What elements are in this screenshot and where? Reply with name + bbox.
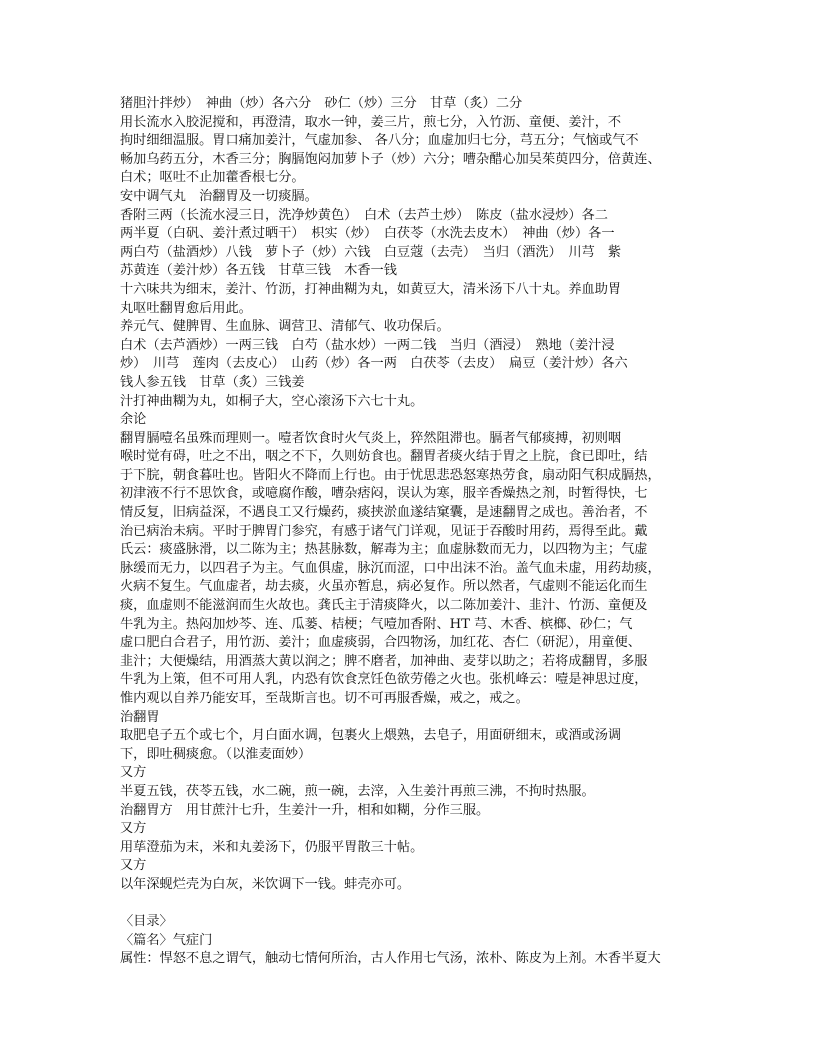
text-line: 用长流水入胶泥搅和，再澄清，取水一钟，姜三片，煎七分，入竹沥、童便、姜汁，不 (120, 114, 622, 130)
text-line: 半夏五钱，茯苓五钱，水二碗，煎一碗，去滓，入生姜汁再煎三沸，不拘时热服。 (120, 783, 595, 799)
text-line: 情反复，旧病益深，不遇良工又行燥药，痰挟淤血遂结窠囊，是速翻胃之成也。善治者，不 (120, 505, 648, 521)
text-line: 汁打神曲糊为丸，如桐子大，空心滚汤下六七十丸。 (120, 393, 424, 409)
text-line: 于下脘，朝食暮吐也。皆阳火不降而上行也。由于忧思悲恐怒寒热劳食，扇动阳气积成膈热， (120, 467, 661, 483)
text-line: 又方 (120, 821, 147, 837)
text-line: 氏云：痰盛脉滑，以二陈为主；热甚脉数，解毒为主；血虚脉数而无力，以四物为主；气虚 (120, 542, 648, 558)
text-line: 香附三两（长流水浸三日，洗净炒黄色） 白术（去芦土炒） 陈皮（盐水浸炒）各二 (120, 207, 608, 223)
blank-line (120, 895, 705, 914)
text-line: 火病不复生。气血虚者，劫去痰，火虽亦暂息，病必复作。所以然者，气虚则不能运化而生 (120, 579, 648, 595)
text-line: 白术（去芦酒炒）一两三钱 白芍（盐水炒）一两二钱 当归（酒浸） 熟地（姜汁浸 (120, 337, 615, 353)
document-page (120, 95, 705, 969)
text-line: 余论 (120, 412, 147, 428)
text-line: 炒） 川芎 莲肉（去皮心） 山药（炒）各一两 白茯苓（去皮） 扁豆（姜汁炒）各六 (120, 356, 628, 372)
text-line: 安中调气丸 治翻胃及一切痰膈。 (120, 188, 318, 204)
text-line: 猪胆汁拌炒） 神曲（炒）各六分 砂仁（炒）三分 甘草（炙）二分 (120, 96, 523, 111)
text-line: 又方 (120, 858, 147, 874)
text-line: 牛乳为上策，但不可用人乳，内恐有饮食烹饪色欲劳倦之火也。张机峰云：噎是神思过度， (120, 672, 648, 688)
text-line: 十六味共为细末，姜汁、竹沥，打神曲糊为丸，如黄豆大，清米汤下八十丸。养血助胃 (120, 281, 622, 297)
text-line: 钱人参五钱 甘草（炙）三钱姜 (120, 374, 305, 390)
text-line: 两白芍（盐酒炒）八钱 萝卜子（炒）六钱 白豆蔻（去壳） 当归（酒洗） 川芎 紫 (120, 244, 622, 260)
text-line: 畅加乌药五分，木香三分；胸膈饱闷加萝卜子（炒）六分；嘈杂醋心加吴茱萸四分，倍黄连、 (120, 151, 661, 167)
text-line: 用荜澄茄为末，米和丸姜汤下，仍服平胃散三十帖。 (120, 839, 424, 855)
text-line: 惟内观以自养乃能安耳，至哉斯言也。切不可再服香燥，戒之，戒之。 (120, 691, 529, 706)
text-line: 虚口肥白合君子，用竹沥、姜汁；血虚痰弱，合四物汤，加红花、杏仁（研泥），用童便、 (120, 635, 641, 651)
text-line: 以年深蚬烂壳为白灰，米饮调下一钱。蚌壳亦可。 (120, 876, 411, 892)
text-line: 治已病治未病。平时于脾胃门参究，有感于诸气门详观，见证于吞酸时用药，焉得至此。戴 (120, 523, 648, 539)
text-line: 牛乳为主。热闷加炒芩、连、瓜蒌、桔梗；气噎加香附、HT 芎、木香、槟榔、砂仁；气 (120, 616, 633, 632)
text-line: 初津液不行不思饮食，或噫腐作酸，嘈杂痞闷，误认为寒，服辛香燥热之剂，时暂得快，七 (120, 486, 648, 502)
text-line: 〈篇名〉气症门 (120, 932, 213, 948)
text-line: 脉缓而无力，以四君子为主。气血俱虚，脉沉而涩，口中出沫不治。盖气血未虚，用药劫痰， (120, 560, 661, 576)
text-line: 丸呕吐翻胃愈后用此。 (120, 300, 252, 316)
text-line: 属性：悍怒不息之谓气，触动七情何所治，古人作用七气汤，浓朴、陈皮为上剂。木香半夏大 (120, 951, 661, 967)
text-line: 韭汁；大便燥结，用酒蒸大黄以润之；脾不磨者，加神曲、麦芽以助之；若将成翻胃，多服 (120, 653, 648, 669)
text-line: 治翻胃 (120, 709, 160, 725)
text-line: 痰，血虚则不能滋润而生火故也。龚氏主于清痰降火，以二陈加姜汁、韭汁、竹沥、童便及 (120, 598, 648, 614)
text-line: 两半夏（白矾、姜汁煮过晒干） 枳实（炒） 白茯苓（水洗去皮木） 神曲（炒）各一 (120, 226, 615, 242)
text-line: 下，即吐稠痰愈。（以淮麦面妙） (120, 746, 312, 762)
text-line: 白术；呕吐不止加藿香根七分。 (120, 170, 305, 186)
text-line: 拘时细细温服。胃口痛加姜汁，气虚加参、 各八分；血虚加归七分，芎五分；气恼或气不 (120, 133, 639, 149)
text-line: 治翻胃方 用甘蔗汁七升，生姜汁一升，相和如糊，分作三服。 (120, 802, 490, 818)
text-line: 养元气、健脾胃、生血脉、调营卫、清郁气、收功保后。 (120, 319, 450, 335)
text-line: 翻胃膈噎名虽殊而理则一。噎者饮食时火气炎上，猝然阻滞也。膈者气郁痰搏，初则咽 (120, 430, 622, 446)
text-line: 取肥皂子五个或七个，月白面水调，包裹火上煨熟，去皂子，用面研细末，或酒或汤调 (120, 728, 622, 744)
text-line: 〈目录〉 (120, 914, 173, 930)
text-line: 喉时觉有碍，吐之不出，咽之不下，久则妨食也。翻胃者痰火结于胃之上脘，食已即吐，结 (120, 449, 648, 465)
text-line: 又方 (120, 765, 147, 781)
text-line: 苏黄连（姜汁炒）各五钱 甘草三钱 木香一钱 (120, 263, 397, 279)
